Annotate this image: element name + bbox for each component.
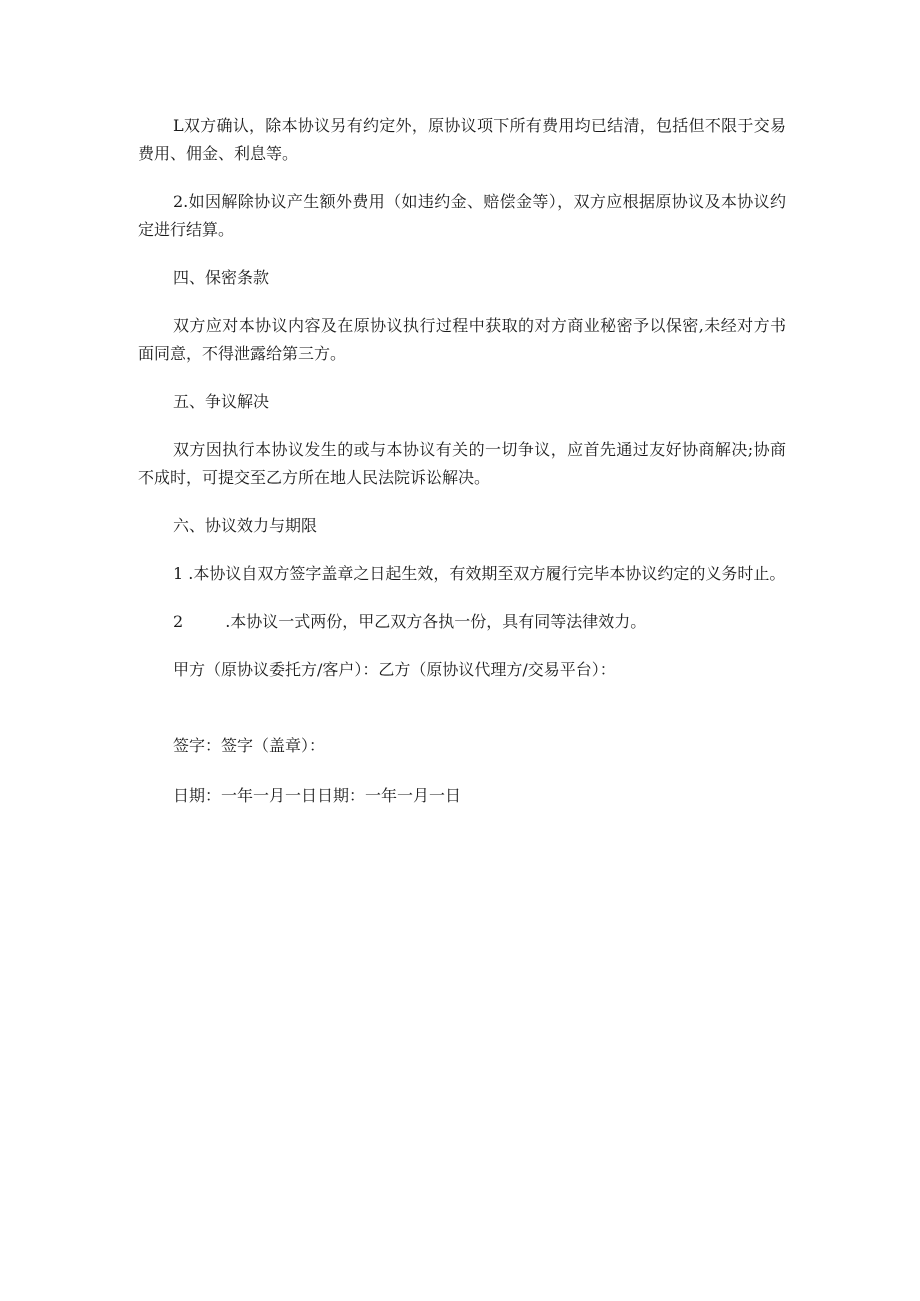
settlement-item-2: 2.如因解除协议产生额外费用（如违约金、赔偿金等），双方应根据原协议及本协议约定进行结算。: [138, 192, 786, 239]
validity-heading: 六、协议效力与期限: [173, 516, 318, 535]
validity-item-2-text: .本协议一式两份，甲乙双方各执一份，具有同等法律效力。: [225, 612, 647, 631]
dispute-heading: 五、争议解决: [173, 392, 270, 411]
signature-sign-line: 签字：签字（盖章）：: [173, 736, 326, 755]
document-body: [138, 112, 786, 810]
validity-item-2-number: 2: [173, 612, 184, 631]
dispute-body: 双方因执行本协议发生的或与本协议有关的一切争议，应首先通过友好协商解决;协商不成时，可提交至乙方所在地人民法院诉讼解决。: [138, 440, 786, 487]
validity-item-1: 1 .本协议自双方签字盖章之日起生效，有效期至双方履行完毕本协议约定的义务时止。: [173, 564, 786, 583]
signature-date-line: 日期：一年一月一日日期：一年一月一日: [173, 786, 462, 805]
settlement-item-1: L双方确认，除本协议另有约定外，原协议项下所有费用均已结清，包括但不限于交易费用、佣金、利息等。: [138, 116, 786, 163]
confidentiality-heading: 四、保密条款: [173, 268, 270, 287]
signature-parties: 甲方（原协议委托方/客户）：乙方（原协议代理方/交易平台）：: [173, 660, 616, 679]
confidentiality-body: 双方应对本协议内容及在原协议执行过程中获取的对方商业秘密予以保密,未经对方书面同意，不得泄露给第三方。: [138, 316, 786, 363]
validity-item-2: [138, 608, 786, 636]
